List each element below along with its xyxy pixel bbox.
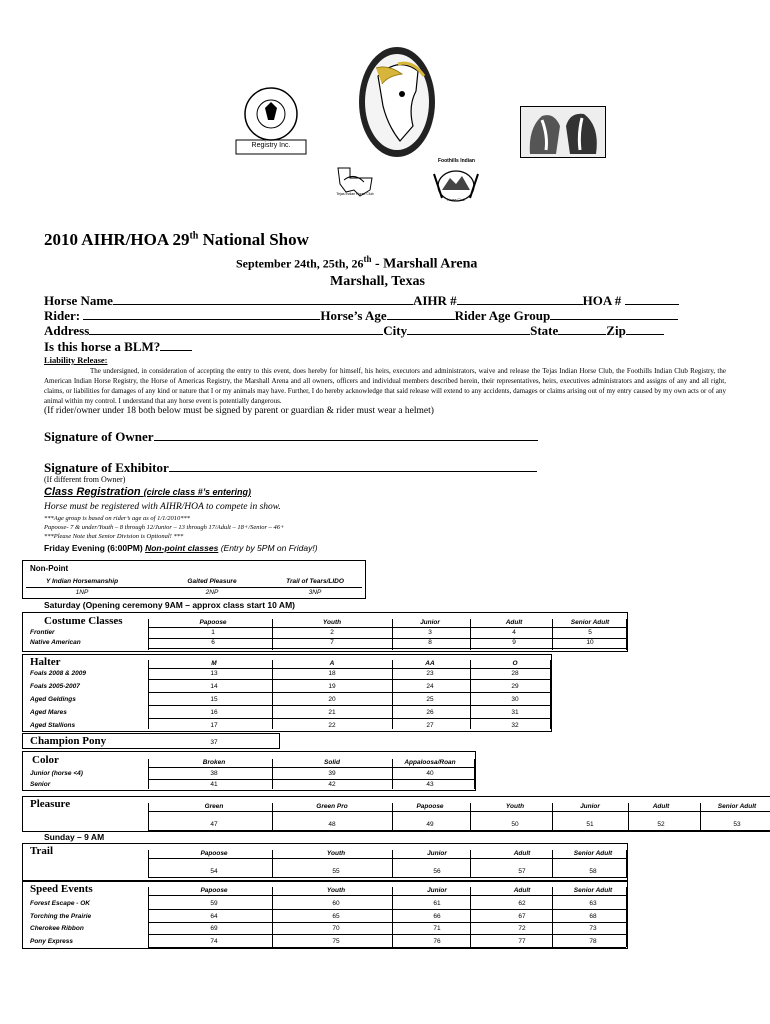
trail-grid-header-4: Senior Adult (573, 850, 613, 857)
title-sup: th (189, 230, 199, 242)
grid-line (148, 648, 626, 649)
costume-grid-header-4: Senior Adult (570, 619, 610, 626)
grid-line (474, 759, 475, 789)
pleasure-grid-cell[interactable]: 50 (511, 821, 519, 828)
grid-line (148, 790, 474, 791)
nonpoint-class-2: Gaited Pleasure (187, 578, 237, 585)
title-end: National Show (198, 230, 309, 249)
city-input[interactable] (407, 334, 530, 335)
color-grid-cell[interactable]: 43 (426, 781, 434, 788)
tejas-text: Tejas Indian Horse Club (336, 192, 374, 196)
aihr-input[interactable] (457, 304, 583, 305)
pleasure-grid-header-0: Green (204, 803, 224, 810)
grid-line (392, 803, 393, 831)
grid-line (148, 679, 550, 680)
grid-line (148, 858, 626, 859)
pleasure-grid-header-4: Junior (580, 803, 600, 810)
speed-grid-cell[interactable]: 64 (210, 912, 218, 920)
champion-pony-value[interactable]: 37 (210, 739, 218, 746)
trail-grid-cell[interactable]: 55 (332, 868, 340, 875)
speed-grid-header-3: Adult (513, 887, 531, 894)
costume-grid-cell[interactable]: 1 (211, 629, 215, 636)
speed-grid-cell[interactable]: 75 (332, 937, 340, 945)
halter-grid-cell[interactable]: 15 (210, 696, 218, 703)
grid-line (148, 767, 474, 768)
pleasure-grid-header-3: Youth (505, 803, 525, 810)
page-title (44, 230, 309, 250)
show-location: Marshall, Texas (330, 274, 425, 289)
pleasure-grid-header-1: Green Pro (316, 803, 348, 810)
halter-grid-row-label: Aged Geldings (30, 696, 76, 703)
halter-grid-cell[interactable]: 13 (210, 670, 218, 677)
costume-grid-cell[interactable]: 9 (512, 639, 516, 646)
pleasure-grid-cell[interactable]: 47 (210, 821, 218, 828)
halter-grid-row-label: Foals 2005-2007 (30, 683, 80, 690)
grid-line (148, 627, 626, 628)
costume-grid-cell[interactable]: 5 (588, 629, 592, 636)
senior-note: ***Please Note that Senior Division is Optional! *** (44, 533, 184, 540)
pleasure-grid-cell[interactable]: 53 (733, 821, 741, 828)
rider-age-group-input[interactable] (550, 319, 678, 320)
grid-line (552, 803, 553, 831)
costume-title: Costume Classes (44, 615, 123, 627)
pleasure-grid-cell[interactable]: 48 (328, 821, 336, 828)
rider-input[interactable] (83, 319, 320, 320)
blm-label: Is this horse a BLM? (44, 339, 192, 355)
costume-grid-header-2: Junior (420, 619, 440, 626)
hoa-input[interactable] (625, 304, 679, 305)
color-grid-cell[interactable]: 40 (426, 770, 434, 777)
speed-grid-cell[interactable]: 62 (518, 900, 526, 907)
grid-line (148, 692, 550, 693)
speed-grid-header-1: Youth (326, 887, 346, 894)
pleasure-grid-cell[interactable]: 52 (657, 821, 665, 828)
halter-section (22, 654, 552, 732)
halter-grid-cell[interactable]: 25 (426, 696, 434, 703)
if-different-note: (If different from Owner) (44, 475, 126, 484)
speed-grid-cell[interactable]: 74 (210, 937, 218, 945)
grid-line (148, 877, 626, 878)
speed-grid-cell[interactable]: 66 (433, 912, 441, 920)
rider-label: Rider: Horse’s Age Rider Age Group (44, 308, 678, 324)
color-grid-header-0: Broken (202, 759, 226, 766)
grid-line (148, 811, 770, 812)
champion-pony-title: Champion Pony (30, 735, 107, 747)
halter-grid-cell[interactable]: 28 (511, 670, 519, 677)
foothills-logo (430, 158, 482, 204)
horse-head-logo (358, 46, 436, 158)
grid-line (552, 619, 553, 650)
halter-grid-cell[interactable]: 24 (426, 683, 434, 690)
speed-grid-row-label: Torching the Prairie (30, 912, 92, 920)
halter-grid-cell[interactable]: 18 (328, 670, 336, 677)
color-grid-cell[interactable]: 42 (328, 781, 336, 788)
halter-grid-header-2: AA (425, 660, 435, 667)
costume-grid-row-label: Native American (30, 639, 81, 646)
speed-grid-row-label: Pony Express (30, 937, 73, 945)
grid-line (272, 887, 273, 947)
grid-line (148, 803, 149, 831)
nonpoint-class-1: Y Indian Horsemanship (45, 578, 119, 585)
halter-grid-cell[interactable]: 30 (511, 696, 519, 703)
horse-age-input[interactable] (387, 319, 455, 320)
nonpoint-num-3[interactable]: 3NP (308, 589, 322, 596)
pleasure-grid-cell[interactable]: 49 (426, 821, 434, 828)
trail-grid-header-0: Papoose (200, 850, 228, 857)
two-horses-logo (520, 106, 606, 158)
speed-grid-cell[interactable]: 65 (332, 912, 340, 920)
speed-grid-header-4: Senior Adult (573, 887, 613, 894)
grid-line (148, 759, 149, 789)
speed-grid-cell[interactable]: 77 (518, 937, 526, 945)
grid-line (392, 619, 393, 650)
nonpoint-title: Non-Point (30, 564, 69, 573)
costume-grid-cell[interactable]: 10 (586, 639, 594, 646)
trail-grid-cell[interactable]: 58 (589, 868, 597, 875)
halter-grid-row-label: Aged Stallions (30, 722, 76, 729)
color-grid-header-2: Appaloosa/Roan (404, 759, 456, 766)
grid-line (392, 850, 393, 878)
grid-line (148, 830, 770, 831)
speed-grid-cell[interactable]: 68 (589, 912, 597, 920)
trail-section (22, 843, 628, 881)
grid-line (148, 718, 550, 719)
halter-grid-cell[interactable]: 20 (328, 696, 336, 703)
speed-grid-cell[interactable]: 76 (433, 937, 441, 945)
color-grid-cell[interactable]: 39 (328, 770, 336, 777)
trail-grid-cell[interactable]: 57 (518, 868, 526, 875)
pleasure-grid-header-6: Senior Adult (717, 803, 757, 810)
horse-name-label: Horse Name AIHR # HOA # (44, 293, 679, 309)
foothills-text: Foothills Indian (438, 158, 475, 164)
grid-line (272, 759, 273, 789)
address-input[interactable] (89, 334, 383, 335)
address-label: Address City State Zip (44, 323, 664, 339)
saturday-label: Saturday (Opening ceremony 9AM – approx class start 10 AM) (44, 600, 295, 610)
sunday-label: Sunday – 9 AM (44, 832, 105, 842)
costume-grid-cell[interactable]: 3 (428, 629, 432, 636)
grid-line (470, 803, 471, 831)
halter-grid-header-0: M (211, 660, 217, 667)
color-grid-row-label: Junior (horse <4) (30, 770, 83, 777)
speed-title: Speed Events (30, 883, 93, 895)
nonpoint-num-2[interactable]: 2NP (205, 589, 219, 596)
grid-line (628, 803, 629, 831)
grid-line (626, 619, 627, 650)
grid-line (148, 887, 149, 947)
trail-grid-header-1: Youth (326, 850, 346, 857)
grid-line (148, 660, 149, 729)
foothills-text2: Horse Club (447, 198, 465, 202)
grid-line (148, 850, 149, 878)
speed-grid-cell[interactable]: 60 (332, 900, 340, 907)
costume-grid-header-3: Adult (505, 619, 523, 626)
pleasure-title: Pleasure (30, 798, 71, 810)
speed-grid-cell[interactable]: 69 (210, 925, 218, 932)
grid-line (272, 850, 273, 878)
pleasure-grid-cell[interactable]: 51 (586, 821, 594, 828)
costume-grid-cell[interactable]: 8 (428, 639, 432, 646)
liability-heading: Liability Release: (44, 355, 108, 365)
grid-line (148, 668, 550, 669)
grid-line (148, 934, 626, 935)
speed-grid-cell[interactable]: 59 (210, 900, 218, 907)
grid-line (470, 850, 471, 878)
grid-line (470, 887, 471, 947)
grid-line (272, 660, 273, 729)
grid-line (392, 759, 393, 789)
speed-grid-cell[interactable]: 61 (433, 900, 441, 907)
halter-grid-cell[interactable]: 16 (210, 709, 218, 716)
nonpoint-num-1[interactable]: 1NP (75, 589, 89, 596)
age-group-note: ***Age group is based on rider’s age as of 1/1/2010*** (44, 515, 190, 522)
speed-grid-cell[interactable]: 70 (332, 925, 340, 932)
speed-grid-cell[interactable]: 71 (433, 925, 441, 932)
grid-line (148, 705, 550, 706)
costume-grid-row-label: Frontier (30, 629, 55, 636)
grid-line (392, 660, 393, 729)
blm-input[interactable] (160, 350, 192, 351)
trail-grid-cell[interactable]: 54 (210, 868, 218, 875)
trail-grid-header-2: Junior (427, 850, 447, 857)
grid-line (148, 909, 626, 910)
title-main: 2010 AIHR/HOA 29 (44, 230, 190, 249)
grid-line (626, 850, 627, 878)
color-grid-cell[interactable]: 38 (210, 770, 218, 777)
tejas-logo (330, 164, 380, 200)
grid-line (552, 850, 553, 878)
liability-text: The undersigned, in consideration of accepting the entry to this event, does hereby for himself, his heirs, executors and administrators, waive and release the Tejas Indian Horse Club, the Foothills Indian Club Registry, the American Indian Horse Registry, the Horse of Americas Registry, the Marshall Arena and all owners, officers and individual members described herein, their representatives, heirs, executives administrators and assigns of any and all right, claims, or liabilities for damages of any kind or nature that I or my animals may have. Further, I do hereby acknowledge that said release will extend to any accidents, damages or claims arising out of my entry caused by my own acts or of any animal within my control. I understand that any horse event is potentially dangerous. (44, 367, 726, 405)
halter-grid-row-label: Foals 2008 & 2009 (30, 670, 87, 677)
speed-grid-header-2: Junior (427, 887, 447, 894)
color-title: Color (32, 754, 59, 766)
costume-grid-cell[interactable]: 4 (512, 629, 516, 636)
dates-end: - Marshall Arena (371, 256, 478, 272)
grid-line (148, 895, 626, 896)
grid-line (626, 887, 627, 947)
grid-line (470, 619, 471, 650)
halter-title: Halter (30, 656, 61, 668)
speed-grid-cell[interactable]: 73 (589, 925, 597, 932)
grid-line (272, 619, 273, 650)
grid-line (550, 660, 551, 729)
grid-line (552, 887, 553, 947)
trail-grid-header-3: Adult (513, 850, 531, 857)
aihr-logo-text: Registry Inc. (251, 142, 291, 149)
costume-grid-cell[interactable]: 6 (211, 639, 215, 646)
age-groups: Papoose- 7 & under/Youth – 8 through 12/Junior – 13 through 17/Adult – 18+/Senior – 46+ (44, 524, 285, 531)
signature-exhibitor-label: Signature of Exhibitor (44, 460, 537, 476)
pleasure-grid-header-2: Papoose (416, 803, 444, 810)
speed-grid-cell[interactable]: 67 (518, 912, 526, 920)
must-register-note: Horse must be registered with AIHR/HOA to compete in show. (44, 502, 281, 512)
speed-grid-cell[interactable]: 72 (518, 925, 526, 932)
halter-grid-cell[interactable]: 22 (328, 722, 336, 729)
grid-line (700, 803, 701, 831)
grid-line (470, 660, 471, 729)
halter-grid-header-3: O (512, 660, 518, 667)
dates-sup: th (363, 254, 372, 264)
halter-grid-cell[interactable]: 23 (426, 670, 434, 677)
color-grid-row-label: Senior (30, 781, 51, 788)
signature-owner-input[interactable] (154, 440, 538, 441)
grid-line (148, 779, 474, 780)
costume-grid-cell[interactable]: 2 (330, 629, 334, 636)
halter-grid-cell[interactable]: 31 (511, 709, 519, 716)
speed-grid-cell[interactable]: 78 (589, 937, 597, 945)
halter-grid-cell[interactable]: 21 (328, 709, 336, 716)
aihr-logo (232, 78, 310, 156)
halter-grid-row-label: Aged Mares (30, 709, 67, 716)
halter-grid-cell[interactable]: 26 (426, 709, 434, 716)
nonpoint-class-3: Trail of Tears/LIDO (286, 578, 344, 585)
color-grid-header-1: Solid (324, 759, 340, 766)
halter-grid-cell[interactable]: 27 (426, 722, 434, 729)
halter-grid-cell[interactable]: 14 (210, 683, 218, 690)
show-dates (236, 254, 477, 273)
halter-grid-cell[interactable]: 29 (511, 683, 519, 690)
grid-line (392, 887, 393, 947)
costume-grid-header-0: Papoose (199, 619, 227, 626)
dates-pre: September 24th, 25th, 26 (236, 256, 364, 271)
signature-owner-label: Signature of Owner (44, 429, 538, 445)
grid-line (148, 922, 626, 923)
grid-line (148, 947, 626, 948)
halter-grid-cell[interactable]: 19 (328, 683, 336, 690)
halter-grid-cell[interactable]: 32 (511, 722, 519, 729)
grid-line (272, 803, 273, 831)
pleasure-grid-header-5: Adult (652, 803, 670, 810)
signature-exhibitor-input[interactable] (169, 471, 537, 472)
trail-grid-cell[interactable]: 56 (433, 868, 441, 875)
trail-title: Trail (30, 845, 54, 857)
halter-grid-cell[interactable]: 17 (210, 722, 218, 729)
speed-grid-row-label: Cherokee Ribbon (30, 925, 84, 932)
grid-line (148, 619, 149, 650)
friday-label: Friday Evening (6:00PM) Non-point classes (Entry by 5PM on Friday!) (44, 543, 318, 553)
costume-grid-cell[interactable]: 7 (330, 639, 334, 646)
class-registration-heading: Class Registration (circle class #’s entering) (44, 486, 252, 498)
state-input[interactable] (558, 334, 606, 335)
zip-input[interactable] (626, 334, 664, 335)
costume-grid-header-1: Youth (322, 619, 342, 626)
color-grid-cell[interactable]: 41 (210, 781, 218, 788)
minor-note: (If rider/owner under 18 both below must be signed by parent or guardian & rider must wear a helmet) (44, 406, 434, 416)
speed-grid-cell[interactable]: 63 (589, 900, 597, 907)
grid-line (148, 731, 550, 732)
speed-grid-row-label: Forest Escape - OK (30, 900, 90, 907)
speed-grid-header-0: Papoose (200, 887, 228, 894)
halter-grid-header-1: A (329, 660, 335, 667)
color-section (22, 751, 476, 791)
